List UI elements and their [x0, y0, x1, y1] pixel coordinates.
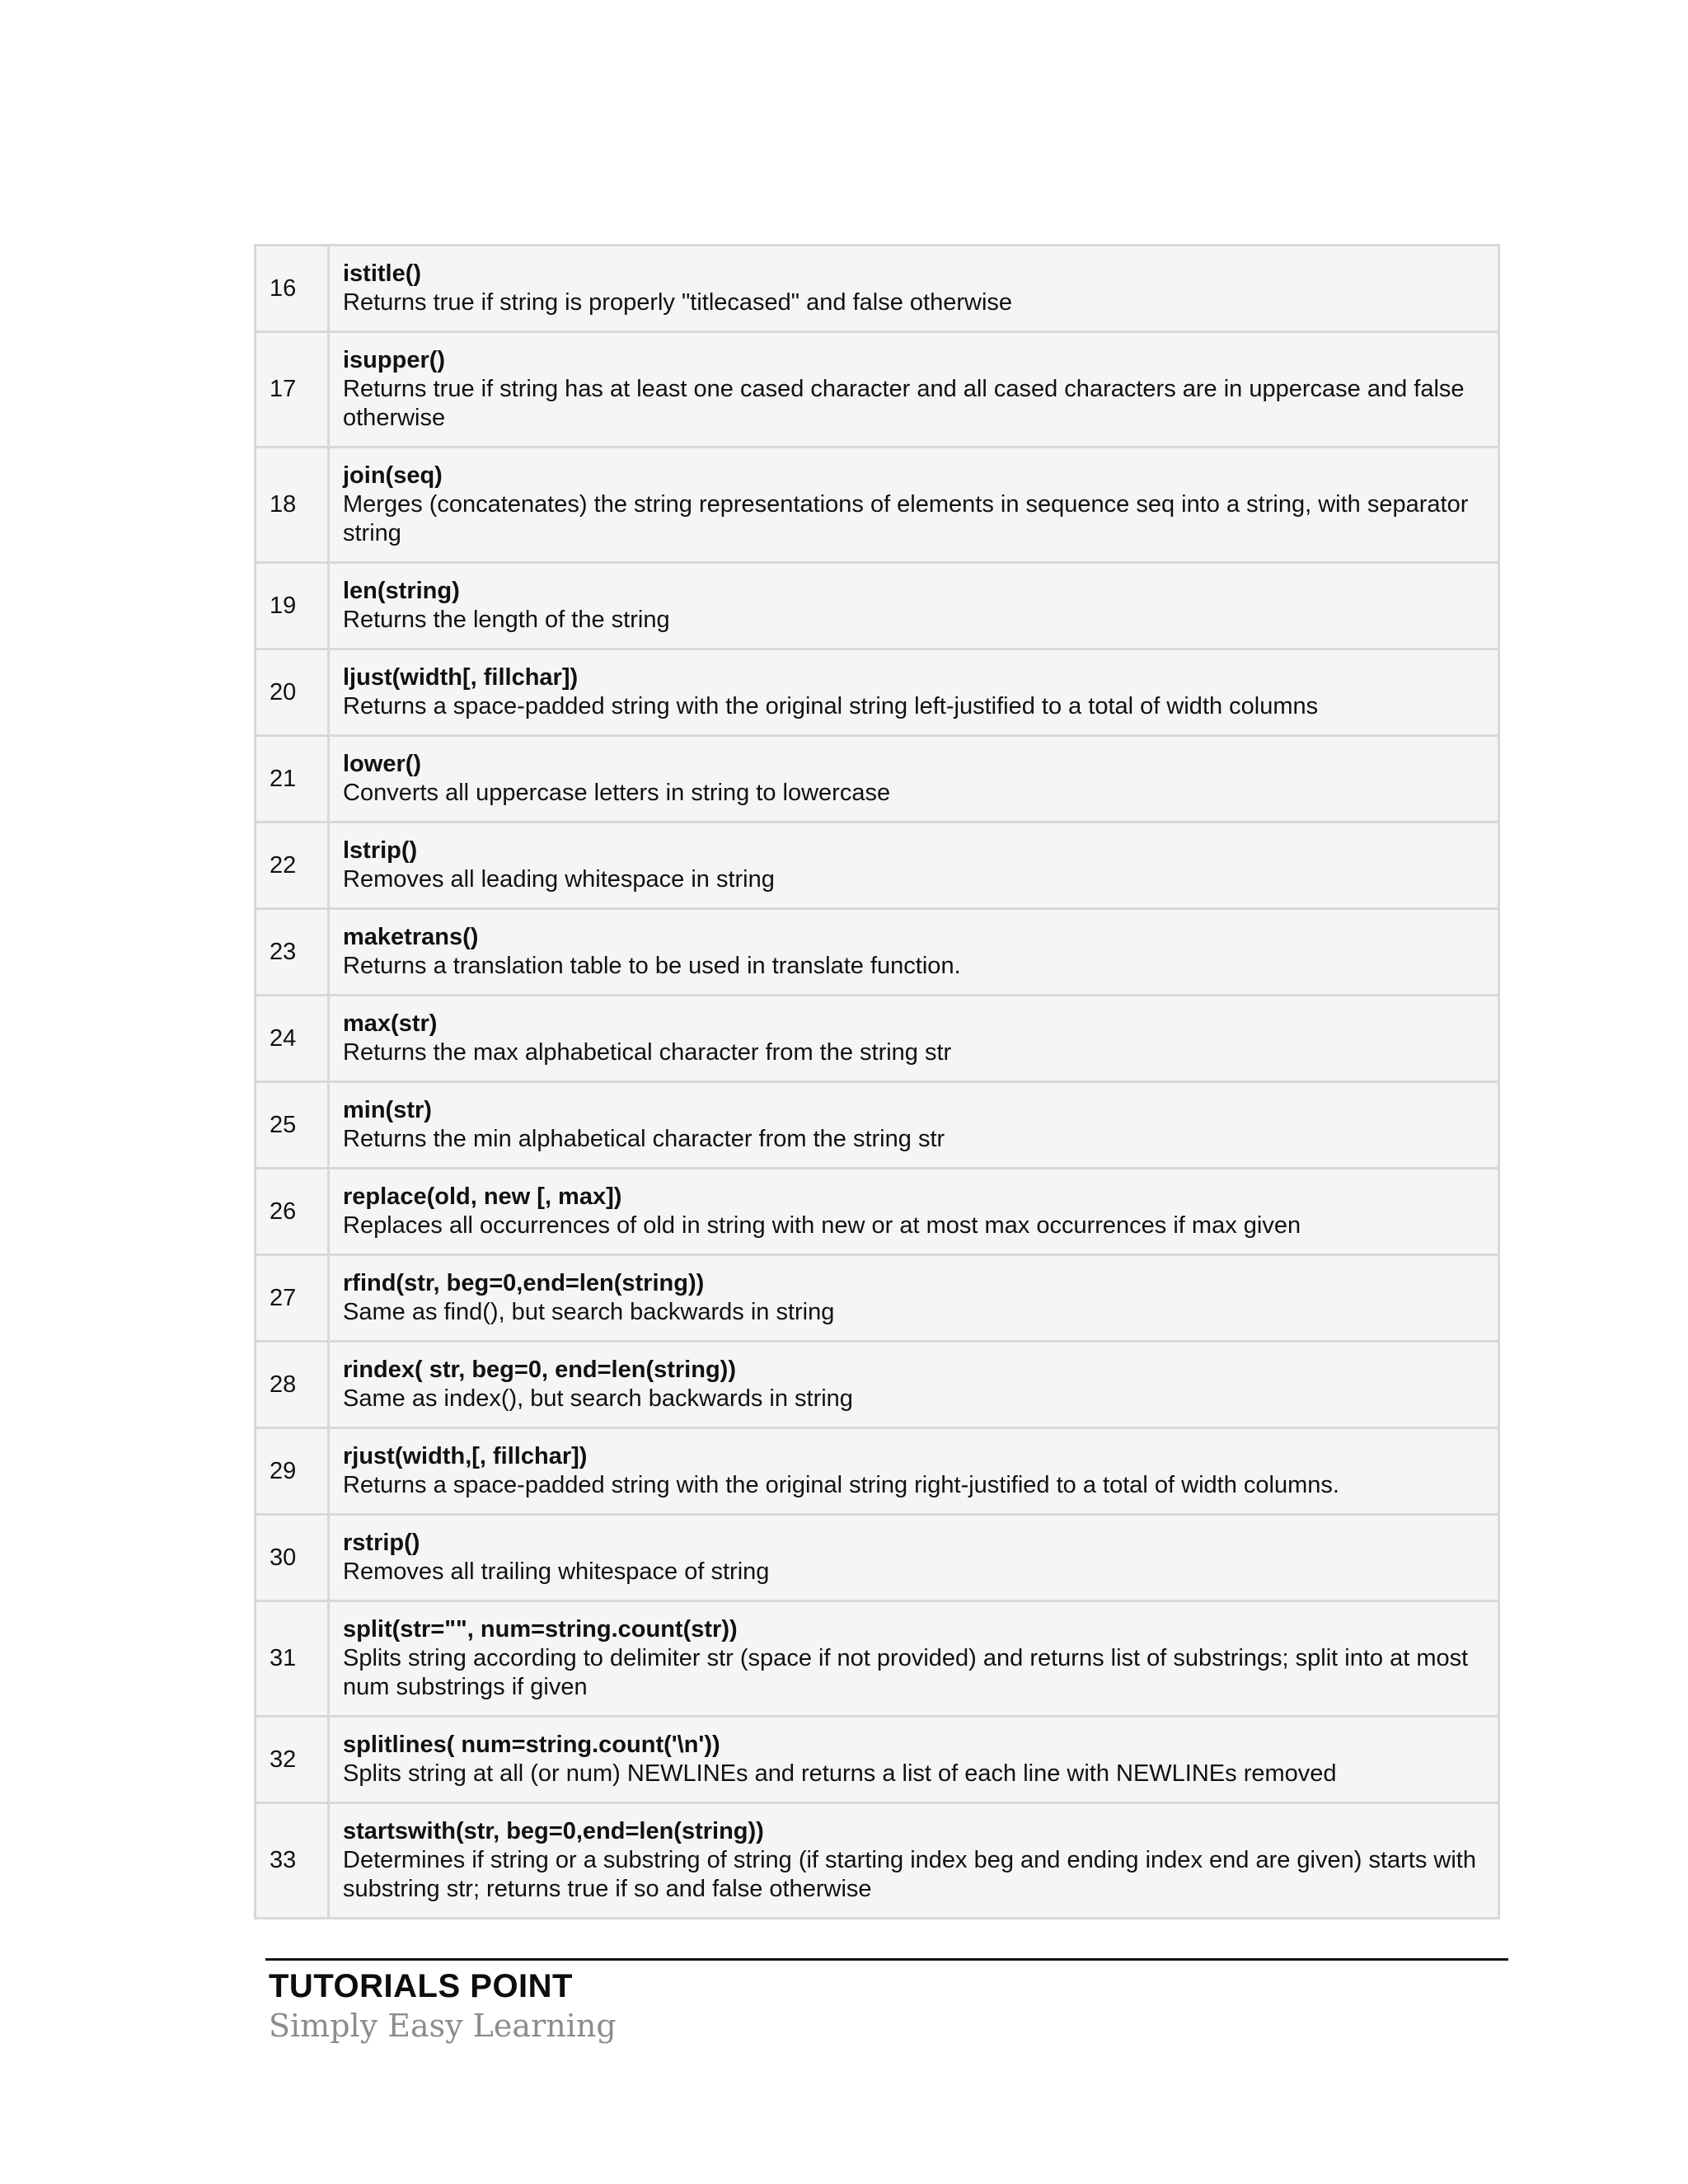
string-methods-table [254, 244, 1500, 1919]
method-cell [329, 1601, 1499, 1717]
table-row [256, 1342, 1499, 1428]
method-cell [329, 823, 1499, 909]
row-number: 16 [256, 246, 329, 332]
method-description: Determines if string or a substring of string (if starting index beg and ending index end are given) starts with substring str; returns true if so and false otherwise [343, 1847, 1476, 1902]
row-number: 29 [256, 1428, 329, 1515]
method-cell [329, 1803, 1499, 1919]
method-cell [329, 1169, 1499, 1255]
method-description: Converts all uppercase letters in string to lowercase [343, 780, 891, 806]
method-cell [329, 1515, 1499, 1601]
method-name: maketrans() [343, 924, 479, 950]
method-name: rjust(width,[, fillchar]) [343, 1443, 588, 1469]
method-description: Returns the min alphabetical character from the string str [343, 1126, 945, 1152]
row-number: 28 [256, 1342, 329, 1428]
table-row [256, 736, 1499, 823]
table-row [256, 1169, 1499, 1255]
method-description: Returns the length of the string [343, 607, 670, 633]
row-number: 19 [256, 563, 329, 649]
row-number: 25 [256, 1082, 329, 1169]
method-cell [329, 909, 1499, 996]
table-row [256, 1082, 1499, 1169]
method-cell [329, 1428, 1499, 1515]
row-number: 22 [256, 823, 329, 909]
method-cell [329, 246, 1499, 332]
method-name: len(string) [343, 578, 460, 604]
row-number: 20 [256, 649, 329, 736]
method-cell [329, 1082, 1499, 1169]
row-number: 18 [256, 448, 329, 563]
method-description: Same as find(), but search backwards in string [343, 1299, 835, 1325]
method-cell [329, 448, 1499, 563]
string-methods-table-body [256, 246, 1499, 1919]
table-row [256, 448, 1499, 563]
row-number: 32 [256, 1717, 329, 1803]
method-name: rindex( str, beg=0, end=len(string)) [343, 1357, 736, 1383]
method-cell [329, 996, 1499, 1082]
method-name: replace(old, new [, max]) [343, 1183, 622, 1210]
method-cell [329, 1342, 1499, 1428]
table-row [256, 1803, 1499, 1919]
row-number: 30 [256, 1515, 329, 1601]
method-description: Returns true if string has at least one cased character and all cased characters are in uppercase and false otherwise [343, 376, 1465, 431]
method-description: Returns a translation table to be used in translate function. [343, 953, 961, 979]
method-description: Removes all leading whitespace in string [343, 866, 775, 893]
method-cell [329, 563, 1499, 649]
method-description: Replaces all occurrences of old in string with new or at most max occurrences if max given [343, 1212, 1301, 1239]
table-row [256, 1428, 1499, 1515]
method-description: Merges (concatenates) the string representations of elements in sequence seq into a string, with separator string [343, 491, 1469, 546]
method-cell [329, 736, 1499, 823]
method-description: Returns true if string is properly "titlecased" and false otherwise [343, 289, 1013, 316]
method-name: split(str="", num=string.count(str)) [343, 1616, 738, 1643]
method-cell [329, 332, 1499, 448]
method-name: max(str) [343, 1010, 438, 1037]
table-row [256, 909, 1499, 996]
method-name: join(seq) [343, 462, 443, 489]
method-name: rfind(str, beg=0,end=len(string)) [343, 1270, 705, 1296]
row-number: 27 [256, 1255, 329, 1342]
row-number: 33 [256, 1803, 329, 1919]
footer-divider [265, 1958, 1508, 1961]
row-number: 26 [256, 1169, 329, 1255]
table-row [256, 649, 1499, 736]
method-name: isupper() [343, 347, 446, 373]
method-name: rstrip() [343, 1530, 420, 1556]
row-number: 23 [256, 909, 329, 996]
method-cell [329, 1255, 1499, 1342]
row-number: 21 [256, 736, 329, 823]
table-row [256, 332, 1499, 448]
method-name: startswith(str, beg=0,end=len(string)) [343, 1818, 764, 1844]
row-number: 24 [256, 996, 329, 1082]
method-description: Splits string at all (or num) NEWLINEs and returns a list of each line with NEWLINEs removed [343, 1760, 1337, 1787]
method-description: Splits string according to delimiter str (space if not provided) and returns list of substrings; split into at most num substrings if given [343, 1645, 1469, 1700]
method-name: ljust(width[, fillchar]) [343, 664, 579, 691]
row-number: 17 [256, 332, 329, 448]
method-cell [329, 1717, 1499, 1803]
table-row [256, 823, 1499, 909]
method-name: splitlines( num=string.count('\n')) [343, 1732, 720, 1758]
method-name: lower() [343, 751, 422, 777]
table-row [256, 1601, 1499, 1717]
method-description: Same as index(), but search backwards in string [343, 1385, 853, 1412]
method-description: Returns a space-padded string with the original string right-justified to a total of width columns. [343, 1472, 1339, 1498]
table-row [256, 996, 1499, 1082]
table-row [256, 1717, 1499, 1803]
method-cell [329, 649, 1499, 736]
method-description: Removes all trailing whitespace of string [343, 1558, 770, 1585]
table-row [256, 1255, 1499, 1342]
method-description: Returns the max alphabetical character from the string str [343, 1039, 952, 1066]
method-name: min(str) [343, 1097, 432, 1123]
method-description: Returns a space-padded string with the original string left-justified to a total of width columns [343, 693, 1319, 719]
table-row [256, 246, 1499, 332]
table-row [256, 563, 1499, 649]
method-name: istitle() [343, 260, 422, 287]
table-row [256, 1515, 1499, 1601]
footer-tagline: Simply Easy Learning [269, 2008, 617, 2044]
footer-brand: TUTORIALS POINT [269, 1968, 573, 2004]
row-number: 31 [256, 1601, 329, 1717]
method-name: lstrip() [343, 837, 418, 864]
